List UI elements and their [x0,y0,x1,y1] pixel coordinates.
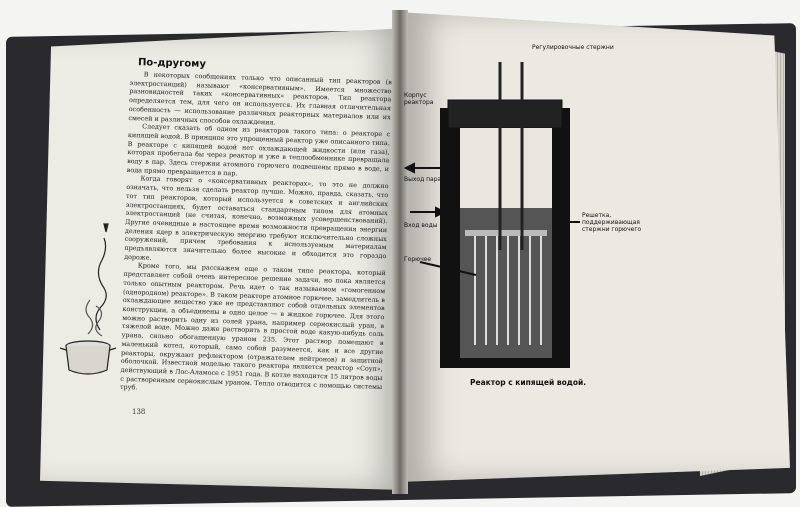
paragraph: В некоторых сообщениях только что описанный тип реакторов (в электростанций) называют «консервативным». Имеется множество разновидностей таких «консервативных» реакторов. Тип реактора определяется тем, для чего он используется. Их главная отличительная особенность — использование различных реакторных материалов или их смесей и различных способов охлаждения. [128,70,392,127]
paragraph: Кроме того, мы расскажем еще о таком типе реактора, который представляет собой очень интересное решение задачи, но пока является только опытным реактором. Речь идет о так называемом «гомогенном (однородном) реакторе». В таком реакторе атомное горючее, замедлитель в охлаждающее вещество уже не представляют собой отдельных элементов конструкции, а объединены в одно целое — в жидкое горючее. Для этого можно растворить одну из солей урана, например сернокислый уран, в тяжелой воде. Можно даже растворить в простой воде какую-нибудь соль урана, сильно обогащенную ураном 235. Этот раствор помещают в маленький котел, который, само собой разумеется, как и все другие реакторы, окружают рефлектором (отражателем нейтронов) и защитной оболочкой. Известной моделью такого реактора является реактор «Соуп», действующий в Лос-Аламосе с 1951 года. В котле находится 15 литров воды с растворенным сернокислым ураном. Тепло отводится с помощью системы труб. [119,261,386,392]
steam-space [460,128,552,208]
label-control-rods: Регулировочные стержни [532,44,614,51]
paragraph: Следует сказать об одном из реакторов такого типа: о реакторе с кипящей водой. В принципе это упрощенный реактор уже описанного типа. В реакторе с кипящей водой нет охлаждающей жидкости (или газа), которая пробегала бы через реактор и уже в теплообменнике превращала воду в пар. Здесь стержни атомного горючего подвешены прямо в воде, и вода прямо превращается в пар. [126,122,391,178]
label-reactor-vessel: Корпус реактора [404,92,434,106]
support-grid [465,230,547,236]
figure-caption: Реактор с кипящей водой. [470,378,587,387]
label-water-inlet: Вход воды [404,222,438,229]
label-fuel: Горючее [404,256,432,263]
reactor-cap [448,100,562,128]
label-grid: Решетка, поддерживающая стержни горючего [582,212,642,233]
section-heading: По-другому [137,57,207,70]
label-steam-outlet: Выход пара [404,176,442,183]
paragraph: Когда говорят о «консервативных реакторах», то это не должно означать, что нельзя сделать реактор лучше. Можно, правда, сказать, что тот тип реакторов, который используется в советских и английских электростанциях, будет оставаться стандартным типом для атомных электростанций (не считая, конечно, возможных усовершенствований). Другие очевидные в настоящее время возможности превращения энергии деления ядер в электрическую энергию требуют исключительно сложных сооружений, причем требования к используемым материалам предъявляются значительно более высокие и обходится это гораздо дороже. [124,174,389,262]
page-number: 138 [132,408,146,416]
